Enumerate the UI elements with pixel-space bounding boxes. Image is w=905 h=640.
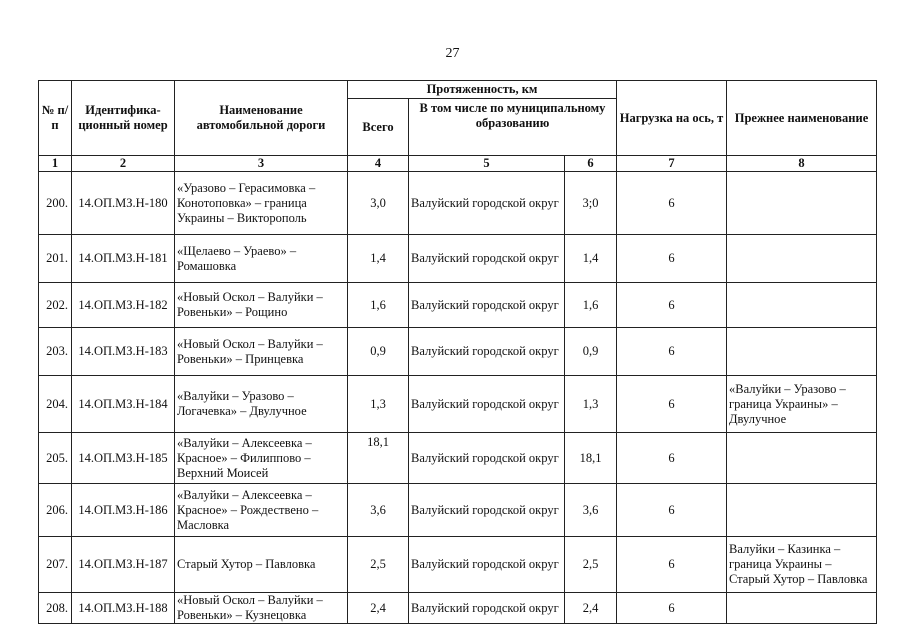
length-municipal: 1,4 [565,235,617,283]
header-axle-load: Нагрузка на ось, т [617,81,727,156]
column-number: 3 [175,156,348,172]
header-length-group: Протяженность, км [348,81,617,99]
axle-load: 6 [617,235,727,283]
axle-load: 6 [617,376,727,433]
former-name [727,328,877,376]
length-total: 3,6 [348,484,409,537]
column-number: 7 [617,156,727,172]
former-name [727,433,877,484]
road-id: 14.ОП.МЗ.Н-184 [72,376,175,433]
municipality: Валуйский городской округ [409,537,565,593]
former-name [727,283,877,328]
table-row [39,537,877,593]
row-number: 200. [39,172,72,235]
column-number: 5 [409,156,565,172]
axle-load: 6 [617,484,727,537]
table-row [39,376,877,433]
column-number: 2 [72,156,175,172]
municipality: Валуйский городской округ [409,235,565,283]
header-id: Идентифика-ционный номер [72,81,175,156]
former-name: «Валуйки – Уразово – граница Украины» – Двулучное [727,376,877,433]
municipality: Валуйский городской округ [409,328,565,376]
table-row [39,433,877,484]
row-number: 201. [39,235,72,283]
column-number: 4 [348,156,409,172]
header-total: Всего [348,99,409,156]
length-total: 3,0 [348,172,409,235]
table-row [39,484,877,537]
former-name [727,235,877,283]
road-name: «Валуйки – Алексеевка – Красное» – Рождествено – Масловка [175,484,348,537]
road-name: «Щелаево – Ураево» – Ромашовка [175,235,348,283]
column-number: 8 [727,156,877,172]
road-id: 14.ОП.МЗ.Н-182 [72,283,175,328]
length-total: 18,1 [348,433,409,484]
length-total: 1,3 [348,376,409,433]
column-number: 1 [39,156,72,172]
road-name: «Новый Оскол – Валуйки – Ровеньки» – Кузнецовка [175,593,348,624]
municipality: Валуйский городской округ [409,376,565,433]
header-municipal: В том числе по муниципальному образованию [409,99,617,156]
length-municipal: 18,1 [565,433,617,484]
row-number: 205. [39,433,72,484]
road-id: 14.ОП.МЗ.Н-181 [72,235,175,283]
former-name [727,593,877,624]
axle-load: 6 [617,433,727,484]
road-id: 14.ОП.МЗ.Н-186 [72,484,175,537]
road-id: 14.ОП.МЗ.Н-183 [72,328,175,376]
length-municipal: 1,6 [565,283,617,328]
row-number: 207. [39,537,72,593]
municipality: Валуйский городской округ [409,484,565,537]
axle-load: 6 [617,172,727,235]
length-municipal: 1,3 [565,376,617,433]
length-total: 1,6 [348,283,409,328]
road-id: 14.ОП.МЗ.Н-185 [72,433,175,484]
municipality: Валуйский городской округ [409,172,565,235]
axle-load: 6 [617,537,727,593]
road-name: «Новый Оскол – Валуйки – Ровеньки» – Рощино [175,283,348,328]
municipality: Валуйский городской округ [409,593,565,624]
table-row [39,328,877,376]
length-municipal: 2,4 [565,593,617,624]
length-total: 0,9 [348,328,409,376]
municipality: Валуйский городской округ [409,283,565,328]
former-name [727,484,877,537]
table-row [39,283,877,328]
municipality: Валуйский городской округ [409,433,565,484]
road-name: Старый Хутор – Павловка [175,537,348,593]
row-number: 206. [39,484,72,537]
row-number: 208. [39,593,72,624]
row-number: 202. [39,283,72,328]
former-name [727,172,877,235]
length-total: 2,4 [348,593,409,624]
row-number: 203. [39,328,72,376]
table-row [39,235,877,283]
header-former-name: Прежнее наименование [727,81,877,156]
length-total: 2,5 [348,537,409,593]
table-row [39,593,877,624]
axle-load: 6 [617,328,727,376]
length-municipal: 3;0 [565,172,617,235]
column-number: 6 [565,156,617,172]
former-name: Валуйки – Казинка – граница Украины – Старый Хутор – Павловка [727,537,877,593]
row-number: 204. [39,376,72,433]
length-municipal: 3,6 [565,484,617,537]
header-num: № п/п [39,81,72,156]
road-name: «Уразово – Герасимовка – Конотоповка» – граница Украины – Викторополь [175,172,348,235]
length-municipal: 2,5 [565,537,617,593]
road-id: 14.ОП.МЗ.Н-188 [72,593,175,624]
page-number: 27 [445,46,460,61]
table-row [39,172,877,235]
road-id: 14.ОП.МЗ.Н-180 [72,172,175,235]
column-numbers-row [39,156,877,172]
road-name: «Валуйки – Уразово – Логачевка» – Двулучное [175,376,348,433]
length-municipal: 0,9 [565,328,617,376]
road-name: «Валуйки – Алексеевка – Красное» – Филиппово – Верхний Моисей [175,433,348,484]
header-road-name: Наименование автомобильной дороги [175,81,348,156]
axle-load: 6 [617,593,727,624]
length-total: 1,4 [348,235,409,283]
road-name: «Новый Оскол – Валуйки – Ровеньки» – Принцевка [175,328,348,376]
axle-load: 6 [617,283,727,328]
roads-table [38,80,877,624]
road-id: 14.ОП.МЗ.Н-187 [72,537,175,593]
